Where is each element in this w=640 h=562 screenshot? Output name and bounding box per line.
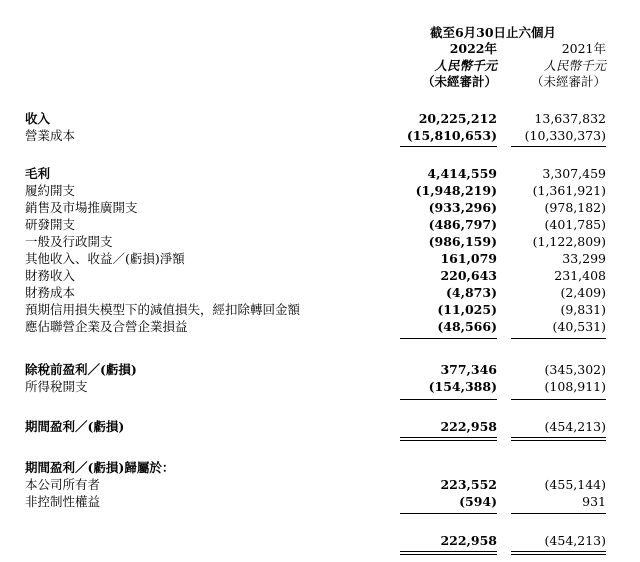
table-row-income-tax (0, 378, 640, 395)
table-row-associates-jv (0, 318, 640, 335)
table-row-profit-for-period (0, 418, 640, 435)
table-row-profit-before-tax (0, 361, 640, 378)
row-value-2021: (454,213) (544, 533, 606, 548)
row-value-2022: (594) (459, 494, 497, 509)
table-row-other-income (0, 250, 640, 267)
row-value-2021: (345,302) (544, 362, 606, 377)
row-label: 預期信用損失模型下的減值損失，經扣除轉回金額 (25, 302, 301, 317)
year-2022-header: 2022年 (449, 41, 497, 56)
subtotal-rule-2021 (511, 513, 606, 514)
subtotal-rule-2021 (511, 146, 606, 147)
table-row-general-admin (0, 233, 640, 250)
table-row-cost-of-sales (0, 127, 640, 144)
unit-2021-header: 人民幣千元 (543, 58, 606, 73)
table-row-attributable-heading (0, 459, 640, 476)
row-label: 收入 (25, 111, 51, 126)
row-value-2021: 231,408 (554, 268, 606, 283)
row-value-2021: (2,409) (560, 285, 606, 300)
total-double-rule-2021 (511, 437, 606, 438)
table-row-non-controlling (0, 493, 640, 510)
row-value-2022: 220,643 (440, 268, 497, 283)
table-row-attributable-total (0, 532, 640, 549)
row-value-2022: 222,958 (440, 419, 497, 434)
year-2021-header: 2021年 (561, 41, 606, 56)
subtotal-rule-2021 (511, 338, 606, 339)
table-row-finance-cost (0, 284, 640, 301)
total-double-rule-2022 (400, 437, 497, 438)
audit-note-2021: （未經審計） (530, 74, 606, 89)
row-label: 銷售及市場推廣開支 (25, 200, 138, 215)
subtotal-rule-2022 (400, 146, 497, 147)
subtotal-rule-2021 (511, 399, 606, 400)
total-double-rule-2022 (400, 440, 497, 441)
subtotal-rule-2022 (400, 399, 497, 400)
row-value-2021: 13,637,832 (534, 111, 606, 126)
row-value-2022: 20,225,212 (418, 111, 497, 126)
row-value-2021: (40,531) (552, 319, 606, 334)
row-value-2022: (4,873) (446, 285, 497, 300)
row-label: 研發開支 (25, 217, 76, 232)
row-value-2021: (455,144) (544, 477, 606, 492)
row-label: 財務收入 (25, 268, 76, 283)
row-value-2021: (9,831) (560, 302, 606, 317)
row-label: 期間盈利／(虧損) (25, 419, 125, 434)
row-label: 一般及行政開支 (25, 234, 113, 249)
row-label: 毛利 (25, 166, 51, 181)
row-value-2021: 33,299 (562, 251, 606, 266)
row-label: 所得稅開支 (25, 379, 88, 394)
row-value-2021: (978,182) (544, 200, 606, 215)
row-value-2022: (1,948,219) (415, 183, 497, 198)
total-double-rule-2022 (400, 554, 497, 555)
row-value-2022: (154,388) (428, 379, 497, 394)
row-value-2022: 161,079 (440, 251, 497, 266)
table-row-revenue (0, 110, 640, 127)
row-value-2021: (454,213) (544, 419, 606, 434)
row-value-2022: (48,566) (437, 319, 497, 334)
table-row-rd (0, 216, 640, 233)
row-value-2021: (401,785) (544, 217, 606, 232)
table-row-fulfillment (0, 182, 640, 199)
row-value-2022: (486,797) (428, 217, 497, 232)
row-value-2021: 931 (582, 494, 606, 509)
row-value-2022: (986,159) (428, 234, 497, 249)
row-value-2021: (108,911) (544, 379, 606, 394)
total-double-rule-2022 (400, 551, 497, 552)
row-value-2022: (11,025) (437, 302, 497, 317)
row-label: 除稅前盈利／(虧損) (25, 362, 137, 377)
row-value-2022: 223,552 (440, 477, 497, 492)
subtotal-rule-2022 (400, 338, 497, 339)
total-double-rule-2021 (511, 554, 606, 555)
row-value-2022: 222,958 (440, 533, 497, 548)
row-value-2022: 377,346 (440, 362, 497, 377)
row-label: 營業成本 (25, 128, 76, 143)
row-label: 履約開支 (25, 183, 76, 198)
row-value-2022: (15,810,653) (406, 128, 497, 143)
period-header: 截至6月30日止六個月 (429, 25, 557, 40)
row-value-2021: (1,361,921) (532, 183, 606, 198)
row-label: 其他收入、收益／(虧損)淨額 (25, 251, 185, 266)
subtotal-rule-2022 (400, 513, 497, 514)
table-row-owners (0, 476, 640, 493)
row-value-2022: (933,296) (428, 200, 497, 215)
table-row-impairment (0, 301, 640, 318)
row-label: 應佔聯營企業及合營企業損益 (25, 319, 188, 334)
row-value-2021: (10,330,373) (524, 128, 606, 143)
row-value-2022: 4,414,559 (427, 166, 497, 181)
row-label: 非控制性權益 (25, 494, 101, 509)
table-row-selling-marketing (0, 199, 640, 216)
table-row-finance-income (0, 267, 640, 284)
row-value-2021: (1,122,809) (532, 234, 606, 249)
row-value-2021: 3,307,459 (542, 166, 606, 181)
total-double-rule-2021 (511, 440, 606, 441)
row-label: 財務成本 (25, 285, 76, 300)
row-label: 本公司所有者 (25, 477, 101, 492)
audit-note-2022: （未經審計） (421, 74, 497, 89)
table-row-gross-profit (0, 165, 640, 182)
total-double-rule-2021 (511, 551, 606, 552)
unit-2022-header: 人民幣千元 (434, 58, 497, 73)
row-label: 期間盈利／(虧損)歸屬於： (25, 460, 175, 475)
